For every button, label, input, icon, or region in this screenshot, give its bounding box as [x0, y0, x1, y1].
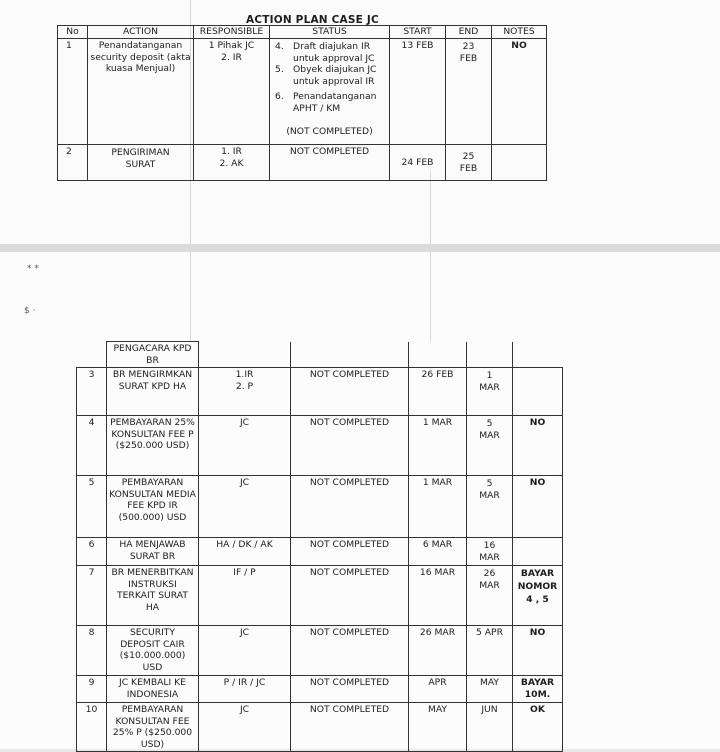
row-end: 25 FEB	[446, 145, 492, 181]
table-row	[77, 368, 563, 416]
table-row	[77, 626, 563, 676]
row-start: 6 MAR	[409, 538, 467, 566]
row-responsible	[194, 145, 270, 181]
page-sheet-1	[0, 0, 720, 244]
table-header-row	[58, 26, 547, 39]
row-action: BR MENGIRMKAN SURAT KPD HA	[107, 368, 199, 416]
row-notes: NO	[492, 39, 547, 145]
row-responsible	[194, 39, 270, 145]
row-start: 26 MAR	[409, 626, 467, 676]
status-list	[273, 41, 386, 114]
row-responsible: JC	[199, 703, 291, 752]
row-notes: OK	[513, 703, 563, 752]
table-row	[58, 39, 547, 145]
row-start: 13 FEB	[390, 39, 446, 145]
row-number: 7	[77, 566, 107, 626]
header-status: STATUS	[270, 26, 390, 39]
header-no: No	[58, 26, 88, 39]
row-notes: NO	[513, 416, 563, 476]
row-notes: BAYAR 10M.	[513, 676, 563, 703]
row-end: 23 FEB	[446, 39, 492, 145]
row-action: PEMBAYARAN 25% KONSULTAN FEE P ($250.000 USD)	[107, 416, 199, 476]
row-number: 3	[77, 368, 107, 416]
responsible-line: 2. AK	[219, 157, 244, 169]
table-row	[77, 676, 563, 703]
table-row	[77, 538, 563, 566]
row-start: 16 MAR	[409, 566, 467, 626]
row-start: 24 FEB	[390, 145, 446, 181]
row-number: 9	[77, 676, 107, 703]
header-end: END	[446, 26, 492, 39]
header-start: START	[390, 26, 446, 39]
row-notes: NO	[513, 626, 563, 676]
row-start: 26 FEB	[409, 368, 467, 416]
action-plan-table-2	[76, 341, 563, 752]
row-status: NOT COMPLETED	[291, 538, 409, 566]
responsible-line: 1 Pihak JC	[208, 40, 255, 51]
row-responsible: JC	[199, 416, 291, 476]
row-action: PENGIRIMAN SURAT	[88, 145, 194, 181]
row-number: 4	[77, 416, 107, 476]
row-responsible: 1.IR 2. P	[199, 368, 291, 416]
row-status: NOT COMPLETED	[270, 145, 390, 181]
responsible-line: 2. IR	[221, 51, 242, 63]
table-row	[58, 145, 547, 181]
row-start: APR	[409, 676, 467, 703]
row-status: NOT COMPLETED	[291, 368, 409, 416]
row-status: NOT COMPLETED	[291, 703, 409, 752]
row-start: 1 MAR	[409, 476, 467, 538]
row-end: 5 APR	[467, 626, 513, 676]
row-end: MAY	[467, 676, 513, 703]
row-action: Penandatanganan security deposit (akta kuasa Menjual)	[88, 39, 194, 145]
row-status	[270, 39, 390, 145]
row-responsible: IF / P	[199, 566, 291, 626]
row-notes	[513, 538, 563, 566]
header-responsible: RESPONSIBLE	[194, 26, 270, 39]
status-item: 5. Obyek diajukan JC untuk approval IR	[275, 64, 377, 87]
row-action: HA MENJAWAB SURAT BR	[107, 538, 199, 566]
row-start: MAY	[409, 703, 467, 752]
row-number: 10	[77, 703, 107, 752]
row-action: BR MENERBITKAN INSTRUKSI TERKAIT SURAT HA	[107, 566, 199, 626]
row-number: 6	[77, 538, 107, 566]
row-action: PEMBAYARAN KONSULTAN MEDIA FEE KPD IR (500.000) USD	[107, 476, 199, 538]
status-item: 4. Draft diajukan IR untuk approval JC	[275, 41, 375, 64]
row-end: 1 MAR	[467, 368, 513, 416]
row-action: SECURITY DEPOSIT CAIR ($10.000.000) USD	[107, 626, 199, 676]
row-action: PEMBAYARAN KONSULTAN FEE 25% P ($250.000 USD)	[107, 703, 199, 752]
table-row	[77, 476, 563, 538]
row-status: NOT COMPLETED	[291, 416, 409, 476]
table-row	[77, 566, 563, 626]
status-item: 6. Penandatanganan APHT / KM	[275, 91, 377, 114]
row-responsible: JC	[199, 626, 291, 676]
document-title: ACTION PLAN CASE JC	[246, 14, 379, 26]
scan-mark: * *	[27, 264, 39, 274]
row-end: JUN	[467, 703, 513, 752]
row-notes: NO	[513, 476, 563, 538]
row-end: 5 MAR	[467, 476, 513, 538]
row-end: 5 MAR	[467, 416, 513, 476]
row-end: 16 MAR	[467, 538, 513, 566]
row-number: 8	[77, 626, 107, 676]
responsible-line: 1. IR	[221, 146, 242, 157]
table-row-continuation	[77, 342, 563, 368]
header-action: ACTION	[88, 26, 194, 39]
header-notes: NOTES	[492, 26, 547, 39]
row-start: 1 MAR	[409, 416, 467, 476]
row-responsible: HA / DK / AK	[199, 538, 291, 566]
row-status: NOT COMPLETED	[291, 676, 409, 703]
row-status: NOT COMPLETED	[291, 566, 409, 626]
row-number: 5	[77, 476, 107, 538]
row-status: NOT COMPLETED	[291, 626, 409, 676]
row-number: 1	[58, 39, 88, 145]
status-note: (NOT COMPLETED)	[286, 126, 373, 137]
row-responsible: JC	[199, 476, 291, 538]
row-number: 2	[58, 145, 88, 181]
page-sheet-2	[0, 252, 720, 749]
row-notes	[513, 368, 563, 416]
table-row	[77, 703, 563, 752]
action-plan-table-1	[57, 25, 547, 181]
row-notes: BAYAR NOMOR 4 , 5	[513, 566, 563, 626]
row-responsible: P / IR / JC	[199, 676, 291, 703]
row-action: JC KEMBALI KE INDONESIA	[107, 676, 199, 703]
row-action: PENGACARA KPD BR	[107, 342, 199, 368]
row-notes	[492, 145, 547, 181]
page-separator	[0, 244, 720, 252]
table-row	[77, 416, 563, 476]
row-status: NOT COMPLETED	[291, 476, 409, 538]
row-end: 26 MAR	[467, 566, 513, 626]
scan-mark: $ ·	[24, 306, 36, 316]
